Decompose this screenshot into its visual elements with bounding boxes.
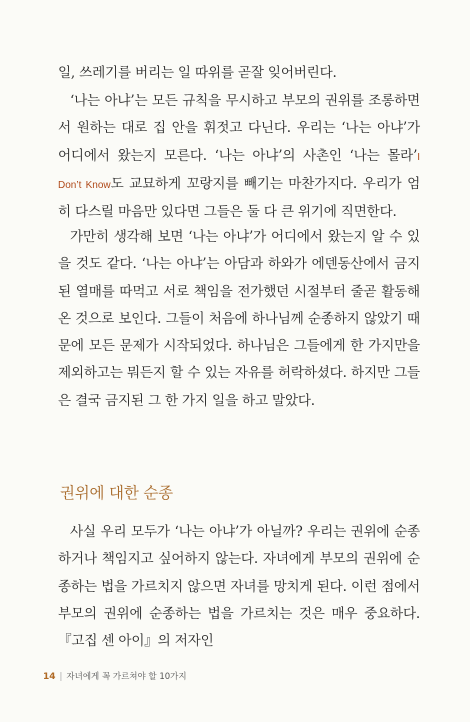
paragraph-continued bbox=[58, 60, 420, 87]
footer-separator: | bbox=[59, 672, 63, 682]
paragraph-origin bbox=[58, 224, 420, 415]
page-footer bbox=[43, 670, 187, 682]
paragraph-nanun-anya bbox=[58, 88, 420, 226]
paragraph-3-text: 가만히 생각해 보면 ‘나는 아냐’가 어디에서 왔는지 알 수 있을 것도 같다. ‘나는 아냐’는 아담과 하와가 에덴동산에서 금지된 열매를 따먹고 서로 책임을 전가했던 시절부터 줄곧 활동해 온 것으로 보인다. 그들이 처음에 하나님께 순종하지 않았기 때문에 모든 문제가 시작되었다. 하나님은 그들에게 한 가지만을 제외하고는 뭐든지 할 수 있는 자유를 허락하셨다. 하지만 그들은 결국 금지된 그 한 가지 일을 하고 말았다. bbox=[58, 229, 420, 409]
paragraph-1-text: 일, 쓰레기를 버리는 일 따위를 곧잘 잊어버린다. bbox=[58, 65, 337, 81]
english-gloss: I Don’t Know bbox=[58, 151, 420, 191]
section-heading: 권위에 대한 순종 bbox=[60, 484, 173, 502]
paragraph-4-text: 사실 우리 모두가 ‘나는 아냐’가 아닐까? 우리는 권위에 순종하거나 책임지고 싶어하지 않는다. 자녀에게 부모의 권위에 순종하는 법을 가르치지 않으면 자녀를 망치게 된다. 이런 점에서 부모의 권위에 순종하는 법을 가르치는 것은 매우 중요하다. 『고집 센 아이』의 저자인 bbox=[58, 524, 420, 650]
page-number: 14 bbox=[43, 672, 56, 682]
running-title: 자녀에게 꼭 가르쳐야 할 10가지 bbox=[66, 672, 187, 682]
paragraph-2-tail: 도 교묘하게 꼬랑지를 빼기는 마찬가지다. 우리가 엄히 다스릴 마음만 있다면 그들은 둘 다 큰 위기에 직면한다. bbox=[58, 175, 420, 221]
paragraph-obedience bbox=[58, 519, 420, 655]
paragraph-2-text: ‘나는 아냐’는 모든 규칙을 무시하고 부모의 권위를 조롱하면서 원하는 대로 집 안을 휘젓고 다닌다. 우리는 ‘나는 아냐’가 어디에서 왔는지 모른다. ‘나는 아냐’의 사촌인 ‘나는 몰라’ bbox=[58, 93, 420, 164]
